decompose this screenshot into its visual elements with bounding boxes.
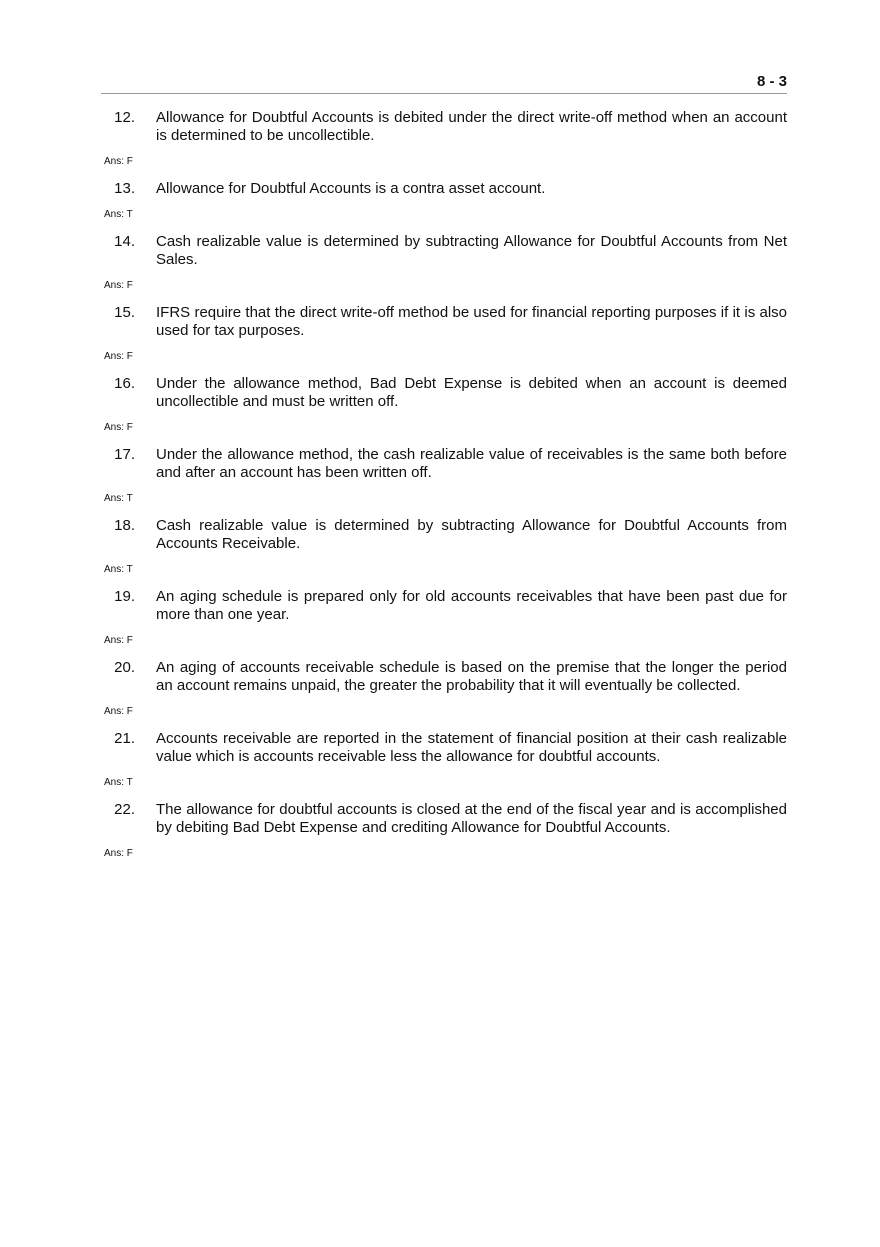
question-text: An aging schedule is prepared only for old accounts receivables that have been past due for more than one year.	[156, 588, 787, 623]
question-item	[101, 588, 787, 624]
question-block	[101, 588, 787, 650]
answer-label: Ans: F	[104, 156, 133, 167]
answer-label: Ans: T	[104, 209, 133, 220]
question-text: An aging of accounts receivable schedule is based on the premise that the longer the period an account remains unpaid, the greater the probability that it will eventually be collected.	[156, 659, 787, 694]
page-number: 8 - 3	[756, 73, 787, 90]
question-number: 17.	[114, 446, 135, 463]
question-number: 19.	[114, 588, 135, 605]
question-block	[101, 180, 787, 224]
question-item	[101, 801, 787, 837]
header-rule	[101, 93, 787, 94]
question-block	[101, 517, 787, 579]
question-block	[101, 446, 787, 508]
question-text: Cash realizable value is determined by subtracting Allowance for Doubtful Accounts from Accounts Receivable.	[156, 517, 787, 552]
question-item	[101, 730, 787, 766]
answer-label: Ans: F	[104, 422, 133, 433]
question-number: 16.	[114, 375, 135, 392]
question-block	[101, 801, 787, 863]
question-number: 13.	[114, 180, 135, 197]
answer-label: Ans: T	[104, 493, 133, 504]
question-text: Under the allowance method, Bad Debt Expense is debited when an account is deemed uncollectible and must be written off.	[156, 375, 787, 410]
question-text: Under the allowance method, the cash realizable value of receivables is the same both before and after an account has been written off.	[156, 446, 787, 481]
answer-label: Ans: F	[104, 706, 133, 717]
question-text: Allowance for Doubtful Accounts is a contra asset account.	[156, 180, 546, 197]
question-number: 22.	[114, 801, 135, 818]
question-number: 21.	[114, 730, 135, 747]
question-item	[101, 180, 787, 198]
answer-label: Ans: F	[104, 351, 133, 362]
question-item	[101, 517, 787, 553]
question-item	[101, 304, 787, 340]
question-number: 20.	[114, 659, 135, 676]
question-item	[101, 233, 787, 269]
question-text: Allowance for Doubtful Accounts is debited under the direct write-off method when an account is determined to be uncollectible.	[156, 109, 787, 144]
answer-label: Ans: T	[104, 777, 133, 788]
question-item	[101, 659, 787, 695]
question-number: 15.	[114, 304, 135, 321]
question-text: The allowance for doubtful accounts is closed at the end of the fiscal year and is accomplished by debiting Bad Debt Expense and crediting Allowance for Doubtful Accounts.	[156, 801, 787, 836]
question-number: 12.	[114, 109, 135, 126]
question-text: IFRS require that the direct write-off method be used for financial reporting purposes if it is also used for tax purposes.	[156, 304, 787, 339]
answer-label: Ans: F	[104, 280, 133, 291]
question-block	[101, 233, 787, 295]
question-block	[101, 304, 787, 366]
question-item	[101, 109, 787, 145]
question-text: Accounts receivable are reported in the statement of financial position at their cash realizable value which is accounts receivable less the allowance for doubtful accounts.	[156, 730, 787, 765]
question-text: Cash realizable value is determined by subtracting Allowance for Doubtful Accounts from Net Sales.	[156, 233, 787, 268]
question-item	[101, 446, 787, 482]
question-item	[101, 375, 787, 411]
question-list	[101, 109, 787, 863]
question-number: 14.	[114, 233, 135, 250]
answer-label: Ans: F	[104, 848, 133, 859]
question-number: 18.	[114, 517, 135, 534]
answer-label: Ans: T	[104, 564, 133, 575]
question-block	[101, 659, 787, 721]
question-block	[101, 730, 787, 792]
question-block	[101, 375, 787, 437]
question-block	[101, 109, 787, 171]
answer-label: Ans: F	[104, 635, 133, 646]
